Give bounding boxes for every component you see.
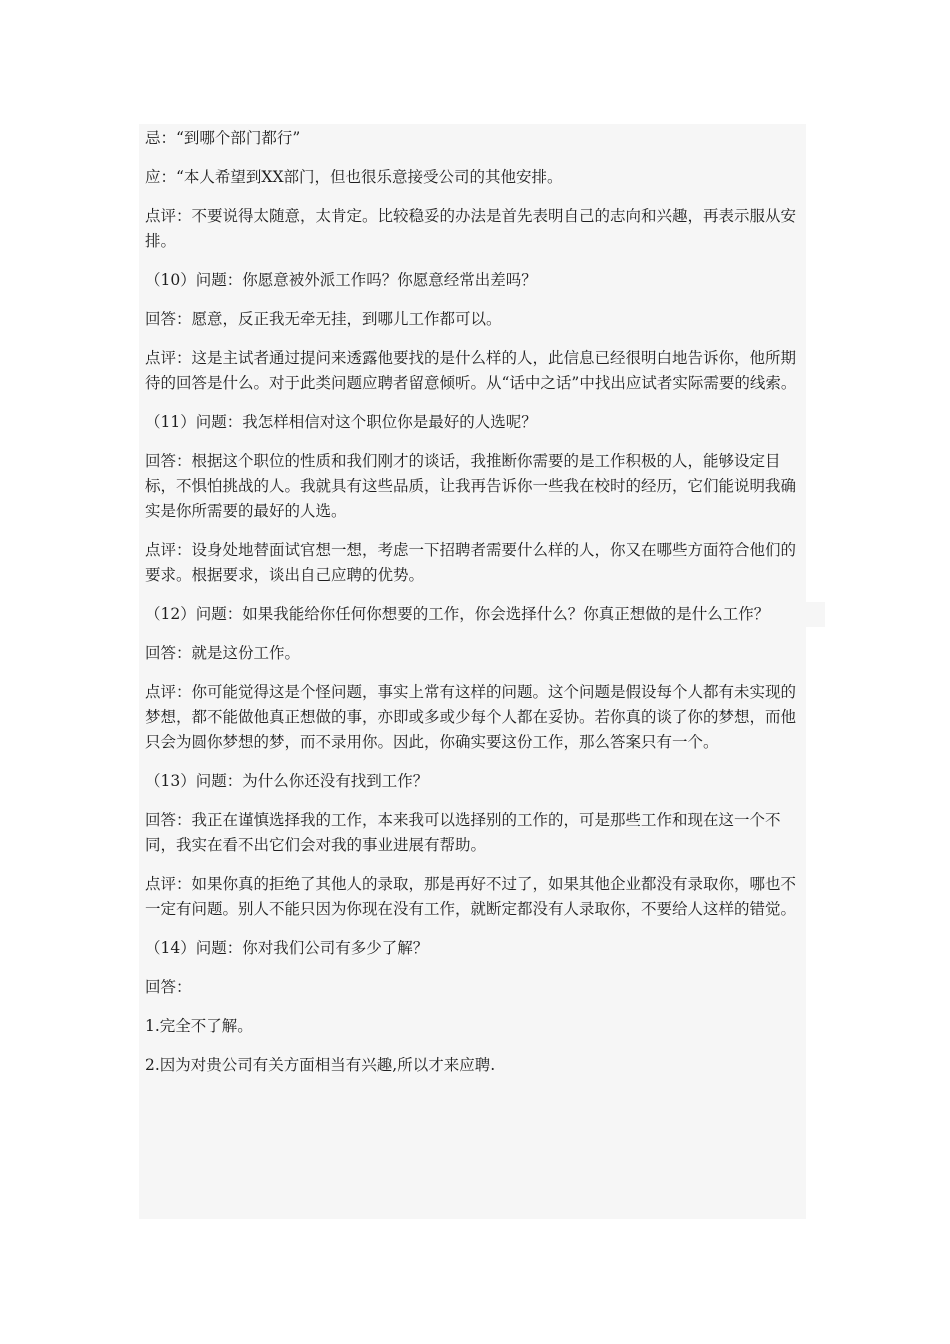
- paragraph-taboo: 忌：“到哪个部门都行”: [145, 129, 301, 147]
- paragraph-answer-10: 回答：愿意，反正我无牵无挂，到哪儿工作都可以。: [145, 310, 502, 328]
- paragraph-question-14: （14）问题：你对我们公司有多少了解？: [145, 939, 429, 957]
- paragraph-answer-14-label: 回答：: [145, 978, 192, 996]
- paragraph-question-13: （13）问题：为什么你还没有找到工作？: [145, 772, 429, 790]
- paragraph-comment-dept: 点评：不要说得太随意，太肯定。比较稳妥的办法是首先表明自己的志向和兴趣，再表示服从安排。: [145, 207, 797, 250]
- paragraph-comment-12: 点评：你可能觉得这是个怪问题，事实上常有这样的问题。这个问题是假设每个人都有未实现的梦想，都不能做他真正想做的事，亦即或多或少每个人都在妥协。若你真的谈了你的梦想，而他只会为圆你梦想的梦，而不录用你。因此，你确实要这份工作，那么答案只有一个。: [145, 683, 797, 751]
- paragraph-question-12: （12）问题：如果我能给你任何你想要的工作，你会选择什么？你真正想做的是什么工作？: [145, 602, 825, 627]
- paragraph-answer-13: 回答：我正在谨慎选择我的工作，本来我可以选择别的工作的，可是那些工作和现在这一个不同，我实在看不出它们会对我的事业进展有帮助。: [145, 811, 781, 854]
- paragraph-comment-13: 点评：如果你真的拒绝了其他人的录取，那是再好不过了，如果其他企业都没有录取你，哪也不一定有问题。别人不能只因为你现在没有工作，就断定都没有人录取你，不要给人这样的错觉。: [145, 875, 797, 918]
- paragraph-answer-dept: 应：“本人希望到XX部门，但也很乐意接受公司的其他安排。: [145, 168, 563, 186]
- paragraph-answer-12: 回答：就是这份工作。: [145, 644, 301, 662]
- list-item: 1.完全不了解。: [145, 1017, 253, 1035]
- paragraph-comment-11: 点评：设身处地替面试官想一想，考虑一下招聘者需要什么样的人，你又在哪些方面符合他们的要求。根据要求，谈出自己应聘的优势。: [145, 541, 797, 584]
- paragraph-question-11: （11）问题：我怎样相信对这个职位你是最好的人选呢？: [145, 413, 537, 431]
- document-body: [139, 124, 806, 1219]
- paragraph-question-10: （10）问题：你愿意被外派工作吗？你愿意经常出差吗？: [145, 271, 537, 289]
- paragraph-comment-10: 点评：这是主试者通过提问来透露他要找的是什么样的人，此信息已经很明白地告诉你，他所期待的回答是什么。对于此类问题应聘者留意倾听。从“话中之话”中找出应试者实际需要的线索。: [145, 349, 797, 392]
- paragraph-answer-11: 回答：根据这个职位的性质和我们刚才的谈话，我推断你需要的是工作积极的人，能够设定目标，不惧怕挑战的人。我就具有这些品质，让我再告诉你一些我在校时的经历，它们能说明我确实是你所需要的最好的人选。: [145, 452, 797, 520]
- list-item: 2.因为对贵公司有关方面相当有兴趣,所以才来应聘.: [145, 1056, 496, 1074]
